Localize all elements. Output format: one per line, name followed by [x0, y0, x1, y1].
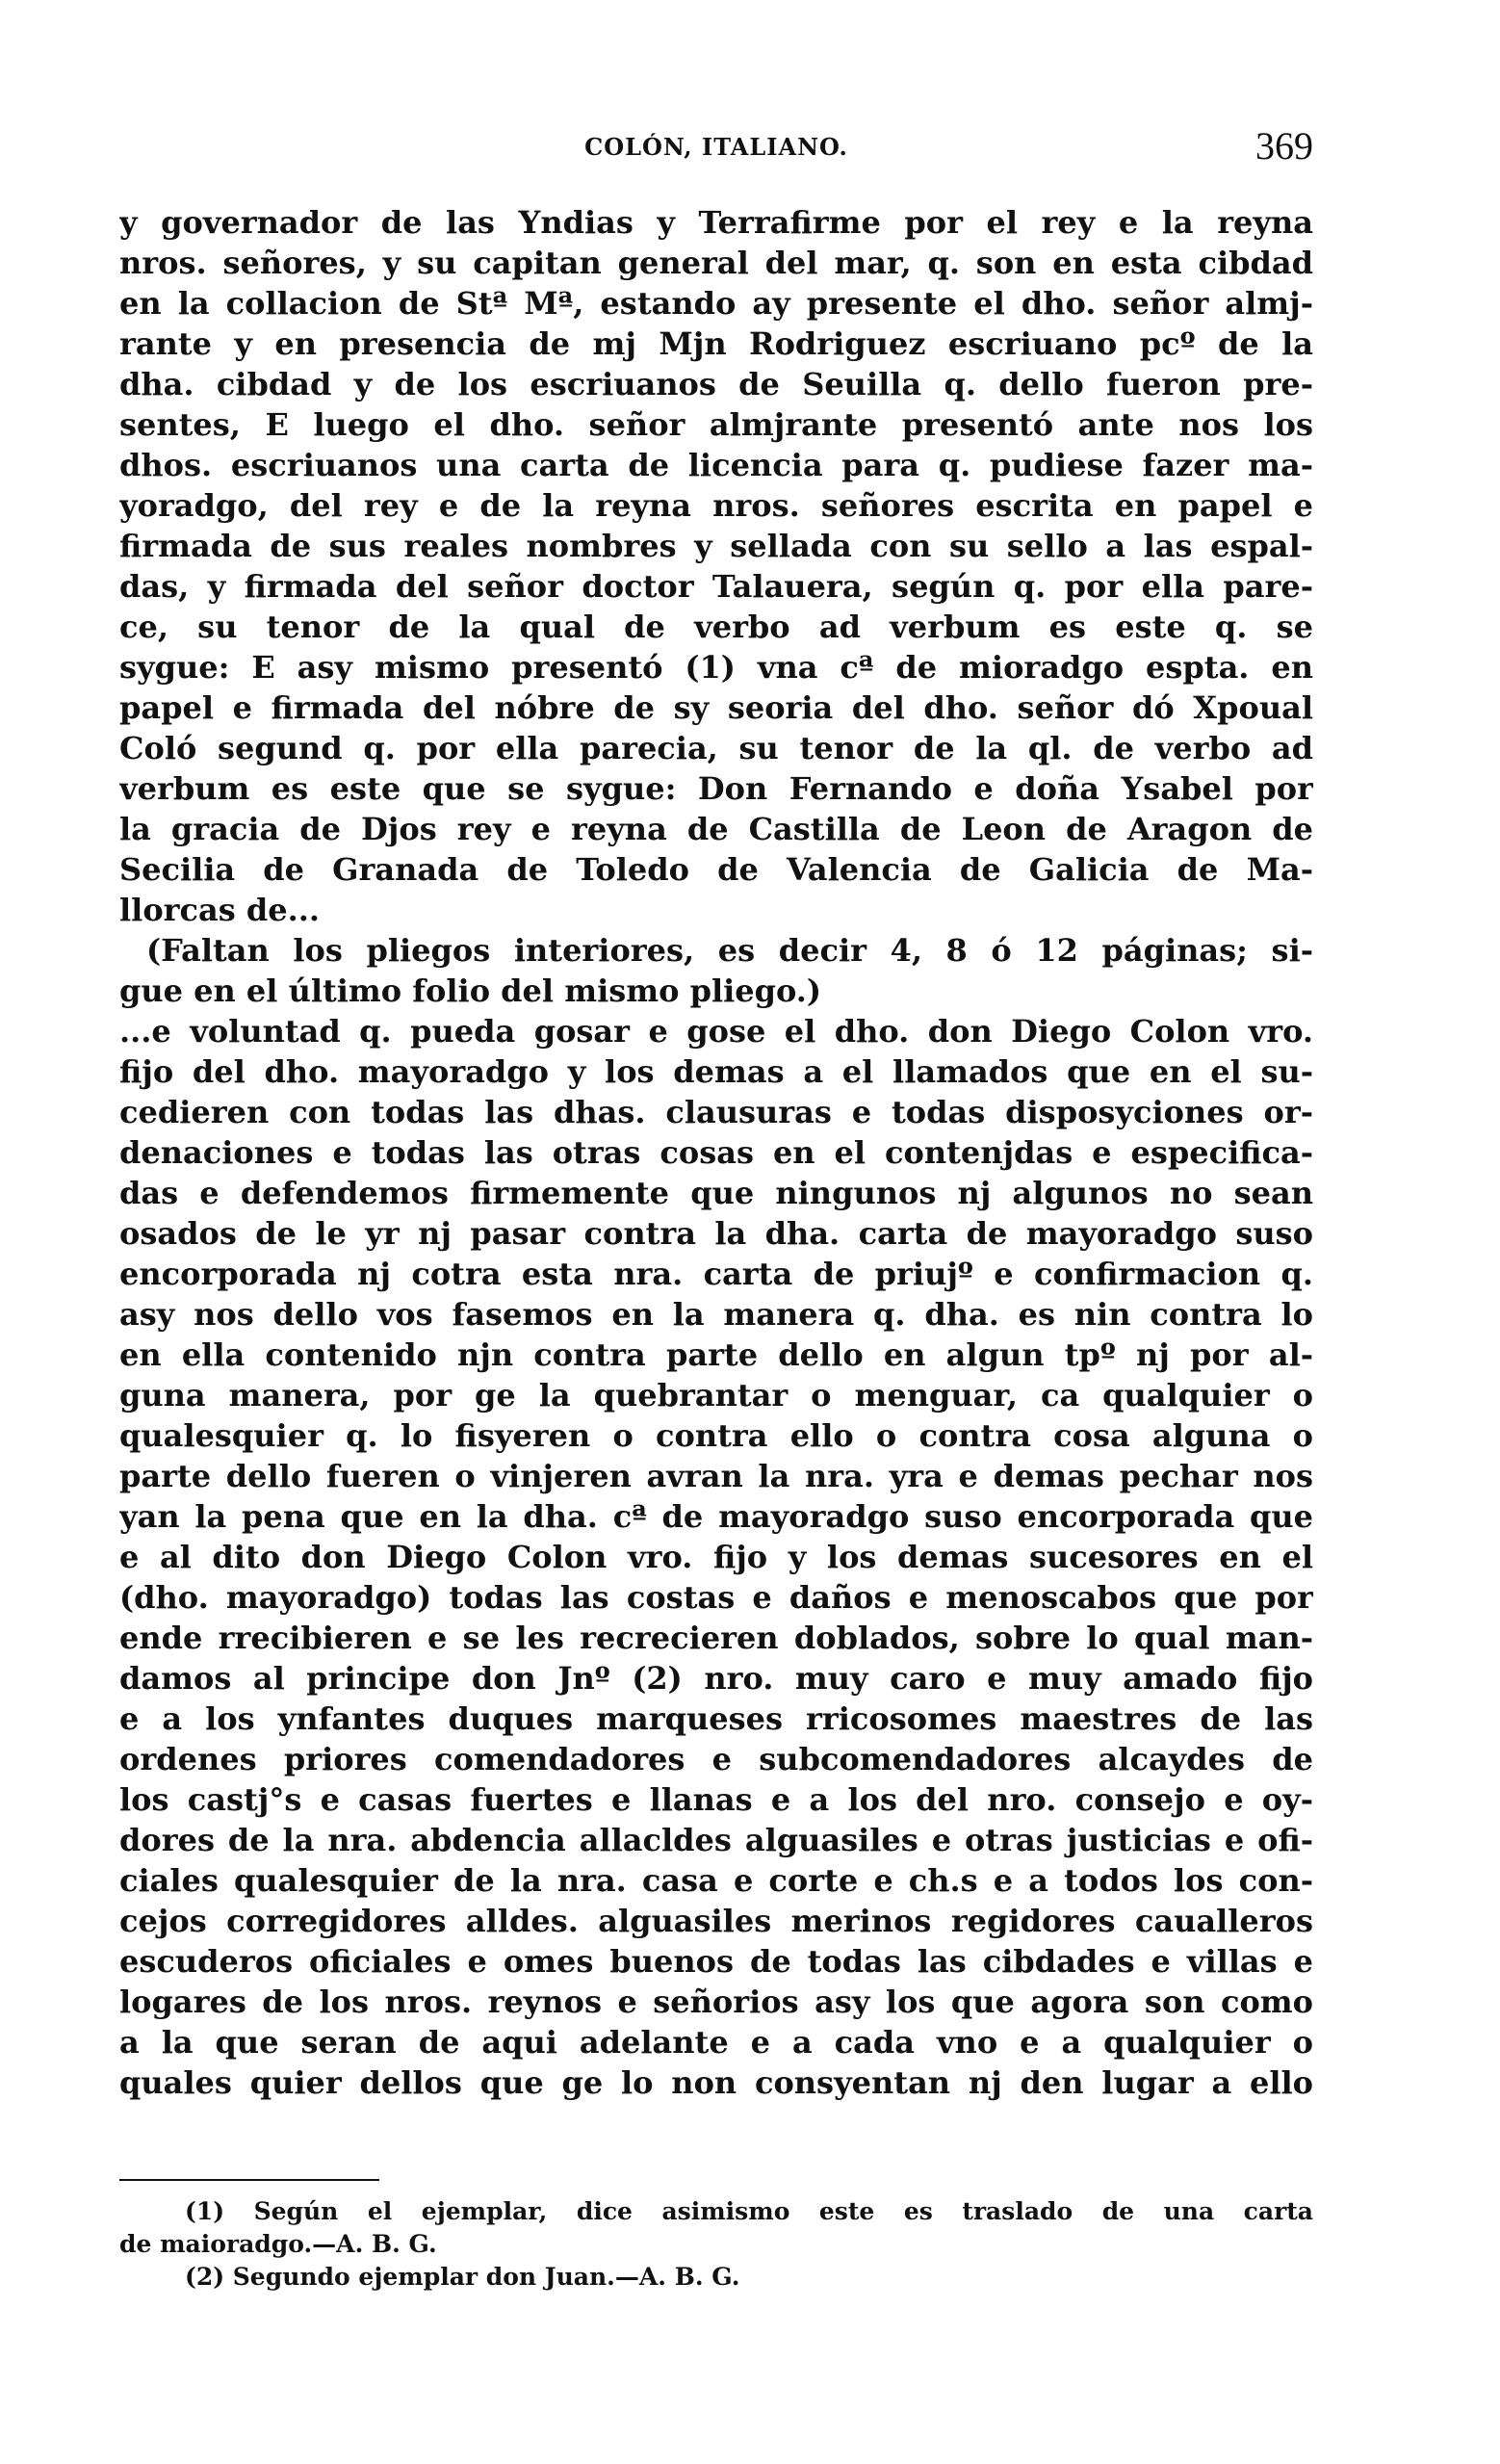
text-line: sentes, E luego el dho. señor almjrante presentó ante nos los	[119, 406, 1313, 443]
text-line: en ella contenido njn contra parte dello en algun tpº nj por al-	[119, 1336, 1313, 1373]
text-line: denaciones e todas las otras cosas en el contenjdas e especifica-	[119, 1134, 1313, 1171]
text-line: Secilia de Granada de Toledo de Valencia de Galicia de Ma-	[119, 851, 1313, 888]
text-line: guna manera, por ge la quebrantar o menguar, ca qualquier o	[119, 1377, 1313, 1414]
footnotes	[119, 2195, 1313, 2294]
text-line: cejos corregidores alldes. alguasiles merinos regidores caualleros	[119, 1903, 1313, 1939]
text-line: damos al principe don Jnº (2) nro. muy caro e muy amado fijo	[119, 1660, 1313, 1697]
text-line: sygue: E asy mismo presentó (1) vna cª de mioradgo espta. en	[119, 649, 1313, 686]
text-line: e al dito don Diego Colon vro. fijo y los demas sucesores en el	[119, 1539, 1313, 1575]
text-line: (dho. mayoradgo) todas las costas e daños e menoscabos que por	[119, 1579, 1313, 1616]
text-line: la gracia de Djos rey e reyna de Castilla de Leon de Aragon de	[119, 811, 1313, 847]
text-line: llorcas de...	[119, 892, 321, 928]
text-line: asy nos dello vos fasemos en la manera q. dha. es nin contra lo	[119, 1296, 1313, 1333]
text-line: nros. señores, y su capitan general del mar, q. son en esta cibdad	[119, 245, 1313, 281]
text-line: ciales qualesquier de la nra. casa e corte e ch.s e a todos los con-	[119, 1862, 1313, 1899]
text-line: rante y en presencia de mj Mjn Rodriguez escriuano pcº de la	[119, 325, 1313, 362]
text-line: y governador de las Yndias y Terrafirme por el rey e la reyna	[119, 204, 1313, 241]
text-line: quales quier dellos que ge lo non consyentan nj den lugar a ello	[119, 2064, 1313, 2101]
text-line: ce, su tenor de la qual de verbo ad verbum es este q. se	[119, 609, 1313, 645]
text-line: logares de los nros. reynos e señorios asy los que agora son como	[119, 1984, 1313, 2020]
text-line: en la collacion de Stª Mª, estando ay presente el dho. señor almj-	[119, 285, 1313, 322]
text-line: cedieren con todas las dhas. clausuras e todas disposyciones or-	[119, 1094, 1313, 1130]
text-line: Coló segund q. por ella parecia, su tenor de la ql. de verbo ad	[119, 730, 1313, 766]
text-line: das e defendemos firmemente que ningunos nj algunos no sean	[119, 1175, 1313, 1211]
text-line: ...e voluntad q. pueda gosar e gose el dho. don Diego Colon vro.	[119, 1013, 1313, 1050]
text-line: los castj°s e casas fuertes e llanas e a los del nro. consejo e oy-	[119, 1781, 1313, 1818]
text-line: dores de la nra. abdencia allacldes alguasiles e otras justicias e ofi-	[119, 1822, 1313, 1858]
footnote-divider	[119, 2179, 379, 2181]
text-line: gue en el último folio del mismo pliego.)	[119, 973, 822, 1009]
text-line: verbum es este que se sygue: Don Fernando e doña Ysabel por	[119, 770, 1313, 807]
text-line: parte dello fueren o vinjeren avran la nra. yra e demas pechar nos	[119, 1458, 1313, 1494]
text-line: encorporada nj cotra esta nra. carta de priujº e confirmacion q.	[119, 1256, 1313, 1292]
text-line: das, y firmada del señor doctor Talauera, según q. por ella pare-	[119, 568, 1313, 605]
running-head	[119, 123, 1313, 177]
text-line: fijo del dho. mayoradgo y los demas a el llamados que en el su-	[119, 1053, 1313, 1090]
text-line: papel e firmada del nóbre de sy seoria del dho. señor dó Xpoual	[119, 689, 1313, 726]
text-line: firmada de sus reales nombres y sellada con su sello a las espal-	[119, 528, 1313, 564]
text-line: osados de le yr nj pasar contra la dha. carta de mayoradgo suso	[119, 1215, 1313, 1252]
text-line: a la que seran de aqui adelante e a cada vno e a qualquier o	[119, 2024, 1313, 2061]
text-line: (Faltan los pliegos interiores, es decir 4, 8 ó 12 páginas; si-	[146, 932, 1313, 969]
running-title: COLÓN, ITALIANO.	[584, 133, 848, 161]
footnote-line: (1) Según el ejemplar, dice asimismo este es traslado de una carta	[185, 2197, 1313, 2225]
footnote-line: (2) Segundo ejemplar don Juan.—A. B. G.	[185, 2263, 740, 2291]
page-number: 369	[1255, 124, 1313, 168]
text-line: dha. cibdad y de los escriuanos de Seuilla q. dello fueron pre-	[119, 366, 1313, 402]
text-line: ende rrecibieren e se les recrecieren doblados, sobre lo qual man-	[119, 1620, 1313, 1656]
text-line: e a los ynfantes duques marqueses rricosomes maestres de las	[119, 1700, 1313, 1737]
text-line: dhos. escriuanos una carta de licencia para q. pudiese fazer ma-	[119, 447, 1313, 483]
text-line: yoradgo, del rey e de la reyna nros. señores escrita en papel e	[119, 487, 1313, 524]
text-line: escuderos oficiales e omes buenos de todas las cibdades e villas e	[119, 1943, 1313, 1980]
text-line: ordenes priores comendadores e subcomendadores alcaydes de	[119, 1741, 1313, 1777]
text-line: qualesquier q. lo fisyeren o contra ello o contra cosa alguna o	[119, 1417, 1313, 1454]
text-line: yan la pena que en la dha. cª de mayoradgo suso encorporada que	[119, 1498, 1313, 1535]
footnote-line: de maioradgo.—A. B. G.	[119, 2230, 437, 2258]
body-text	[119, 202, 1313, 2103]
